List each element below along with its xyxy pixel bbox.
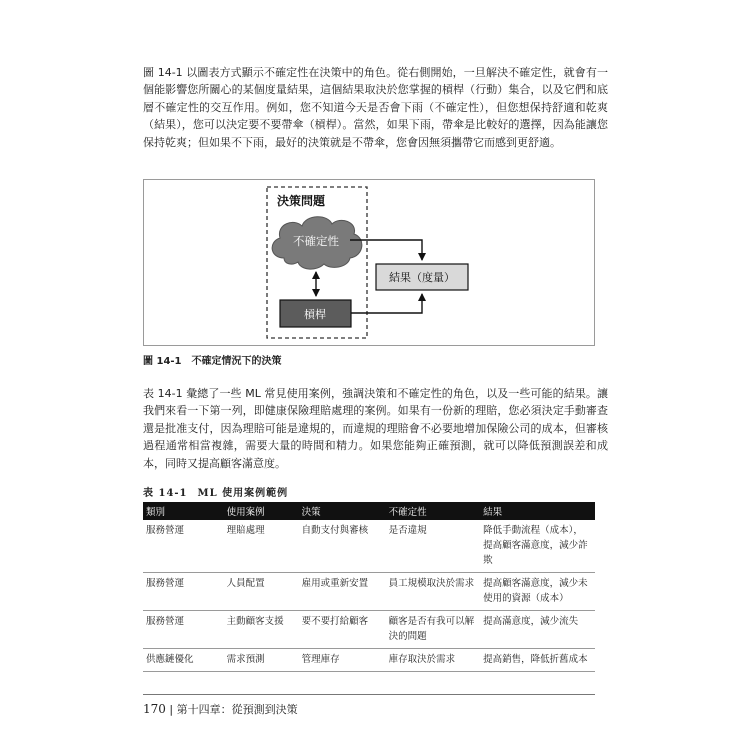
- cloud-label: 不確定性: [293, 234, 339, 248]
- page-footer: [143, 701, 298, 717]
- header-result: 結果: [480, 502, 595, 520]
- cell-result: 提高顧客滿意度，減少未使用的資源（成本）: [480, 573, 595, 611]
- cell-decision: 要不要打給顧客: [299, 611, 386, 649]
- intro-paragraph: 圖 14-1 以圖表方式顯示不確定性在決策中的角色。從右側開始，一旦解決不確定性，就會有一個能影響您所關心的某個度量結果，這個結果取決於您掌握的槓桿（行動）集合，以及它們和底層不確定性的交互作用。例如，您不知道今天是否會下雨（不確定性），但您想保持舒適和乾爽（結果），您可以決定要不要帶傘（槓桿）。當然，如果下雨，帶傘是比較好的選擇，因為能讓您保持乾爽；但如果不下雨，最好的決策就是不帶傘，您會因無須攜帶它而感到更舒適。: [143, 66, 608, 149]
- table-intro-paragraph: 表 14-1 彙總了一些 ML 常見使用案例，強調決策和不確定性的角色，以及一些可能的結果。讓我們來看一下第一列，即健康保險理賠處理的案例。如果有一份新的理賠，您必須決定手動審查還是批准支付，因為理賠可能是違規的，而違規的理賠會不必要地增加保險公司的成本，但審核過程通常相當複雜，需要大量的時間和精力。如果您能夠正確預測，就可以降低預測誤差和成本，同時又提高顧客滿意度。: [143, 387, 608, 470]
- cell-category: 服務營運: [143, 611, 224, 649]
- lever-box: [280, 300, 351, 327]
- figure-number: 圖 14-1: [143, 356, 182, 367]
- cell-category: 供應鏈優化: [143, 649, 224, 672]
- cell-uncertainty: 庫存取決於需求: [386, 649, 480, 672]
- ml-use-case-table: [143, 502, 595, 672]
- table-row: [143, 520, 595, 573]
- table-row: [143, 611, 595, 649]
- footer-divider: [143, 694, 595, 695]
- table-row: [143, 573, 595, 611]
- table-header-row: [143, 502, 595, 520]
- result-label: 結果（度量）: [389, 271, 455, 284]
- cell-uncertainty: 顧客是否有我可以解決的問題: [386, 611, 480, 649]
- cell-decision: 自動支付與審核: [299, 520, 386, 573]
- cell-category: 服務營運: [143, 520, 224, 573]
- cell-uncertainty: 員工規模取決於需求: [386, 573, 480, 611]
- table-title: ML 使用案例範例: [197, 488, 289, 499]
- cell-result: 提高銷售，降低折舊成本: [480, 649, 595, 672]
- chapter-title: 第十四章：從預測到決策: [176, 703, 298, 716]
- cell-use-case: 需求預測: [224, 649, 299, 672]
- decision-diagram: [144, 180, 594, 345]
- group-label: 決策問題: [277, 194, 326, 208]
- lever-label: 槓桿: [304, 308, 326, 321]
- header-category: 類別: [143, 502, 224, 520]
- header-use-case: 使用案例: [224, 502, 299, 520]
- cell-category: 服務營運: [143, 573, 224, 611]
- lever-result-arrow: [351, 294, 422, 313]
- result-box: [376, 264, 468, 290]
- cell-use-case: 理賠處理: [224, 520, 299, 573]
- cell-result: 降低手動流程（成本），提高顧客滿意度，減少詐欺: [480, 520, 595, 573]
- table-row: [143, 649, 595, 672]
- footer-separator: |: [169, 703, 174, 716]
- header-uncertainty: 不確定性: [386, 502, 480, 520]
- uncertainty-cloud: [272, 217, 362, 269]
- header-decision: 決策: [299, 502, 386, 520]
- figure-caption: [143, 352, 282, 367]
- figure-title: 不確定情況下的決策: [191, 356, 282, 367]
- cell-result: 提高滿意度，減少流失: [480, 611, 595, 649]
- cell-decision: 管理庫存: [299, 649, 386, 672]
- table-number: 表 14-1: [143, 488, 188, 499]
- cell-decision: 雇用或重新安置: [299, 573, 386, 611]
- cell-use-case: 主動顧客支援: [224, 611, 299, 649]
- table-caption: [143, 484, 288, 499]
- page-number: 170: [143, 702, 166, 716]
- figure-14-1: [143, 179, 595, 346]
- cell-uncertainty: 是否違規: [386, 520, 480, 573]
- cell-use-case: 人員配置: [224, 573, 299, 611]
